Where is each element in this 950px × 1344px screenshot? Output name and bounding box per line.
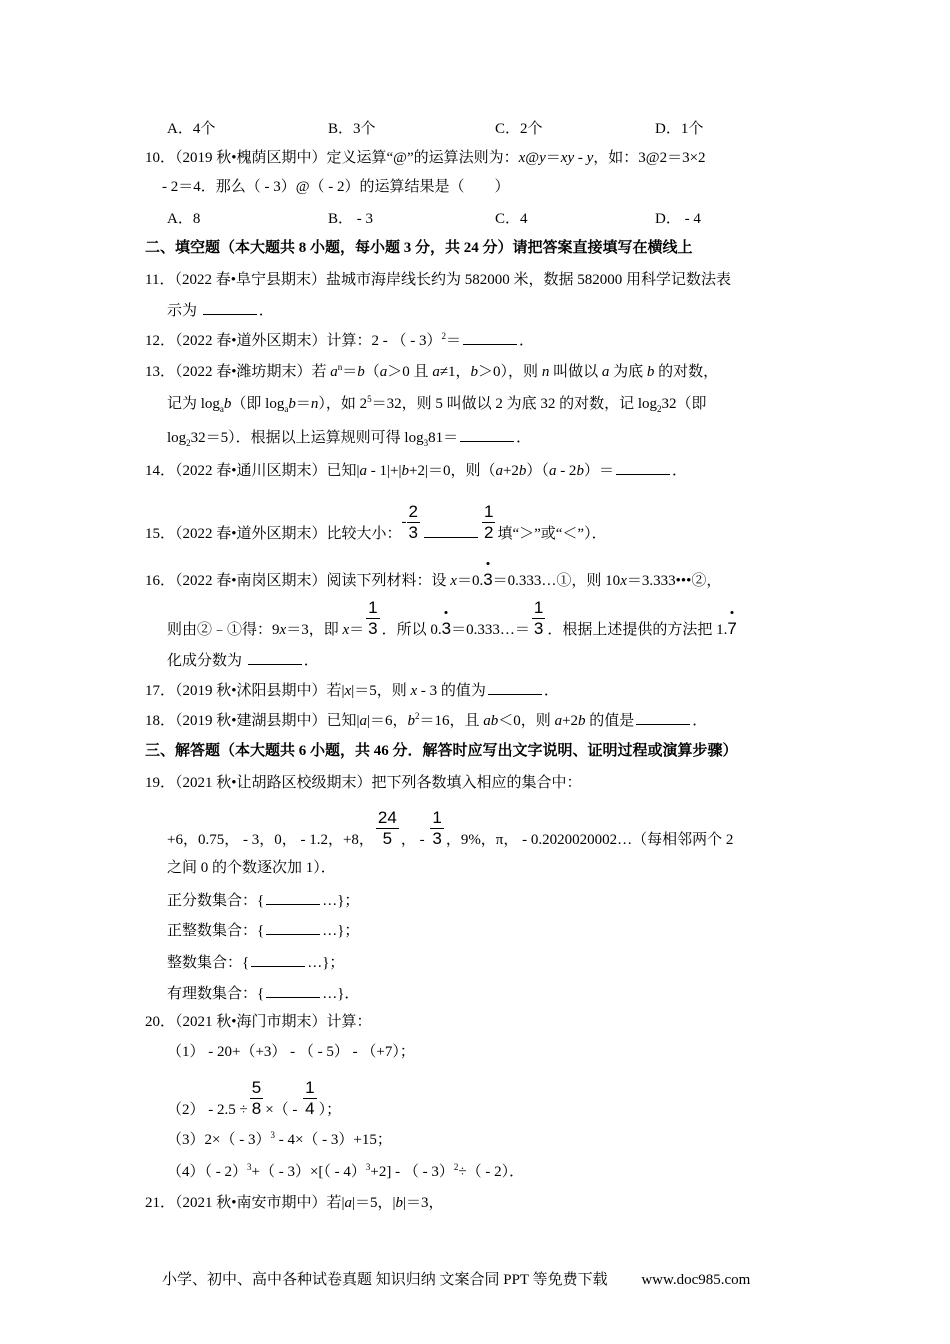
denominator: 8	[251, 1099, 262, 1118]
math-variable: x	[344, 683, 352, 699]
answer-blank[interactable]	[203, 300, 257, 315]
minus-sign: -	[401, 514, 407, 530]
numerator: 1	[368, 598, 378, 617]
math-variable: b	[576, 463, 584, 479]
text: ．所以 0.	[381, 622, 442, 638]
fraction	[532, 598, 545, 639]
math-variable: x	[342, 622, 350, 638]
text: ．	[671, 463, 687, 479]
math-variable: b	[401, 463, 409, 479]
text: ÷（ - 2）．	[458, 1164, 525, 1180]
numerator: 2	[408, 502, 418, 521]
text: 10．（2019 秋•槐荫区期中）定义运算“@”的运算法则为：	[145, 150, 519, 166]
text: 12．（2022 春•道外区期末）计算：2 - （ - 3）	[145, 333, 442, 349]
math-variable: b	[357, 364, 365, 380]
math-variable: a	[379, 364, 388, 380]
superscript: 2	[453, 1162, 459, 1172]
text: 18．（2019 秋•建湖县期中）已知|	[145, 713, 360, 729]
text: ＝0.	[456, 573, 484, 589]
text: 叫做以	[549, 364, 602, 380]
text: …}；	[322, 923, 360, 939]
math-variable: a	[548, 463, 557, 479]
text: - 3 的值为	[417, 683, 486, 699]
answer-blank[interactable]	[266, 920, 320, 935]
text: ）；	[318, 1102, 342, 1118]
text: |＝3，	[403, 1195, 444, 1211]
question-20-part-2	[167, 1078, 342, 1120]
option-b: B．3个	[328, 121, 376, 137]
repeating-digit: 7	[727, 619, 737, 638]
superscript: 3	[365, 1162, 371, 1172]
denominator: 3	[533, 619, 544, 638]
text: 整数集合：{	[167, 955, 250, 971]
text: +2] - （ - 3）	[370, 1164, 454, 1180]
question-16-line-3	[167, 650, 319, 671]
answer-blank[interactable]	[266, 983, 320, 998]
set-positive-fractions	[167, 890, 359, 911]
section-3-heading: 三、解答题（本大题共 6 小题，共 46 分．解答时应写出文字说明、证明过程或演算步骤）	[145, 743, 738, 759]
text: |＝6，	[367, 713, 408, 729]
question-11-line-2	[167, 300, 274, 321]
answer-blank[interactable]	[463, 330, 517, 345]
denominator: 2	[483, 523, 494, 542]
text: 正分数集合：{	[167, 893, 265, 909]
text: ．	[692, 713, 708, 729]
math-variable: n	[310, 396, 319, 412]
text: 的对数，	[654, 364, 719, 380]
answer-blank[interactable]	[248, 650, 302, 665]
option-c: C．4	[495, 211, 528, 227]
set-integers	[167, 952, 344, 973]
text: ＜0，则	[498, 713, 555, 729]
math-variable: b	[470, 364, 479, 380]
fraction	[407, 502, 420, 543]
subscript: a	[284, 404, 289, 414]
question-12	[145, 330, 534, 351]
math-variable: a	[495, 463, 503, 479]
footer-link[interactable]: www.doc985.com	[641, 1272, 751, 1288]
math-variable: xy	[560, 150, 575, 166]
text: 之间 0 的个数逐次加 1）．	[167, 860, 336, 876]
question-19-line-1	[145, 773, 582, 793]
text: ），如 2	[318, 396, 368, 412]
text: ＝	[342, 364, 358, 380]
answer-blank[interactable]	[488, 680, 542, 695]
option-a: A．4个	[167, 121, 216, 137]
answer-blank[interactable]	[266, 890, 320, 905]
text: …}．	[322, 986, 360, 1002]
question-14	[145, 460, 687, 481]
text: 14．（2022 春•通川区期末）已知|	[145, 463, 360, 479]
superscript: 5	[367, 394, 372, 404]
text: 81＝	[428, 430, 459, 446]
text: 16．（2022 春•南岗区期末）阅读下列材料：设	[145, 573, 451, 589]
question-15	[145, 502, 607, 544]
answer-blank[interactable]	[460, 427, 514, 442]
text: ．	[516, 430, 532, 446]
text: 记为 log	[167, 396, 220, 412]
question-13-line-1	[145, 362, 718, 382]
math-variable: x	[279, 622, 287, 638]
text: ÷	[239, 1102, 248, 1118]
math-variable: a	[554, 713, 563, 729]
section-2-heading: 二、填空题（本大题共 8 小题，每小题 3 分，共 24 分）请把答案直接填写在横线上	[145, 240, 693, 256]
text: ＝16，且	[419, 713, 484, 729]
text: ．	[258, 303, 274, 319]
question-20-part-3	[167, 1130, 392, 1150]
text: ×（ -	[265, 1102, 302, 1118]
text: ＝	[295, 396, 311, 412]
text: ）（	[526, 463, 549, 479]
numerator: 5	[251, 1078, 262, 1097]
text: +（ - 3）×[（ - 4）	[251, 1164, 366, 1180]
text: …}；	[307, 955, 345, 971]
text: ．	[543, 683, 559, 699]
text: ＞0），则	[478, 364, 542, 380]
text: （3）2×（ - 3）	[167, 1132, 271, 1148]
text: ．	[303, 653, 319, 669]
text: 则由②﹣①得：9	[167, 622, 280, 638]
text: ，9%，π， - 0.2020020002…（每相邻两个 2	[445, 832, 734, 848]
text: ＝32，则 5 叫做以 2 为底 32 的对数，记 log	[371, 396, 658, 412]
math-variable: x	[620, 573, 627, 589]
answer-blank[interactable]	[616, 460, 670, 475]
question-13-line-2	[167, 394, 707, 414]
text: -	[574, 150, 587, 166]
subscript: a	[219, 404, 224, 414]
question-10-line-2	[162, 177, 510, 197]
text: 32（即	[661, 396, 707, 412]
text: 15．（2022 春•道外区期末）比较大小：	[145, 526, 402, 542]
superscript: 3	[270, 1130, 275, 1140]
text: ， -	[400, 832, 429, 848]
text: ＝	[446, 333, 462, 349]
text: 填“＞”或“＜”）．	[497, 526, 607, 542]
answer-blank[interactable]	[424, 523, 478, 538]
question-16-line-2	[167, 598, 737, 640]
text: ＝0.333…＝	[451, 622, 530, 638]
question-10-line-1	[145, 148, 706, 168]
answer-blank[interactable]	[636, 710, 690, 725]
superscript: 2	[441, 331, 446, 341]
fraction	[482, 502, 495, 543]
subscript: 3	[423, 438, 429, 448]
math-variable: a	[359, 713, 368, 729]
denominator: 3	[432, 829, 442, 848]
denominator: 5	[382, 829, 393, 848]
numerator: 1	[432, 808, 442, 827]
text: （即 log	[231, 396, 285, 412]
fraction	[366, 598, 379, 639]
text: 正整数集合：{	[167, 923, 265, 939]
question-11-line-1	[145, 270, 731, 290]
answer-blank[interactable]	[251, 952, 305, 967]
text: （4）（ - 2）	[167, 1164, 247, 1180]
math-variable: n	[541, 364, 550, 380]
text: |＝5，|	[352, 1195, 396, 1211]
text: - 2	[556, 463, 577, 479]
question-16-line-1	[145, 570, 721, 591]
option-c: C．2个	[495, 121, 543, 137]
math-variable: b	[578, 713, 586, 729]
question-20	[145, 1012, 372, 1032]
math-variable: b	[646, 364, 655, 380]
math-variable: ab	[483, 713, 499, 729]
text: log	[167, 430, 187, 446]
subscript: 2	[186, 438, 191, 448]
set-positive-integers	[167, 920, 359, 941]
question-18	[145, 710, 707, 731]
text: +2	[562, 713, 579, 729]
question-20-part-1	[167, 1042, 415, 1062]
option-b: B． - 3	[328, 211, 374, 227]
text: ≠1，	[439, 364, 471, 380]
numerator: 24	[377, 808, 397, 827]
text: ，如：3@2＝3×2	[593, 150, 706, 166]
math-variable: x@y	[518, 150, 546, 166]
math-variable: a	[601, 364, 610, 380]
option-d: D．1个	[655, 121, 704, 137]
text: 化成分数为	[167, 653, 246, 669]
set-rationals	[167, 983, 359, 1004]
text: 的值是	[585, 713, 635, 729]
question-20-part-4	[167, 1162, 524, 1182]
fraction	[430, 808, 443, 849]
text: ．	[519, 333, 535, 349]
superscript: 3	[247, 1162, 252, 1172]
math-variable: y	[586, 150, 594, 166]
text: 32＝5）．根据以上运算规则可得 log	[190, 430, 424, 446]
text: 20．（2021 秋•海门市期末）计算：	[145, 1014, 372, 1030]
superscript: n	[337, 362, 343, 372]
denominator: 3	[368, 619, 378, 638]
text: （	[364, 364, 380, 380]
text: +2	[502, 463, 519, 479]
text: ）＝	[583, 463, 614, 479]
subscript: 2	[657, 404, 662, 414]
math-variable: x	[410, 683, 418, 699]
text: ＝3.333•••②，	[626, 573, 722, 589]
footer	[162, 1268, 750, 1289]
text: …}；	[322, 893, 360, 909]
math-variable: b	[395, 1195, 404, 1211]
text: +2|＝0，则（	[408, 463, 496, 479]
math-variable: b	[518, 463, 527, 479]
text: ＝0.333…①，则 10	[492, 573, 621, 589]
option-a: A．8	[167, 211, 201, 227]
fraction	[303, 1078, 316, 1119]
text: 示为	[167, 303, 201, 319]
text: |＝5，则	[351, 683, 411, 699]
repeating-digit: 3	[441, 619, 452, 638]
text: 13．（2022 春•潍坊期末）若	[145, 364, 331, 380]
superscript: 2	[415, 711, 420, 721]
math-variable: x	[450, 573, 457, 589]
text: 21．（2021 秋•南安市期中）若|	[145, 1195, 345, 1211]
text: ＝	[349, 622, 365, 638]
question-21	[145, 1193, 444, 1213]
text: ．根据上述提供的方法把 1.	[547, 622, 728, 638]
math-variable: a	[344, 1195, 353, 1211]
text: 17．（2019 秋•沭阳县期中）若|	[145, 683, 345, 699]
math-variable: b	[407, 713, 416, 729]
math-variable: a	[359, 463, 368, 479]
text: （1） - 20+（+3） - （ - 5） - （+7）；	[167, 1044, 415, 1060]
text: 11．（2022 春•阜宁县期末）盐城市海岸线长约为 582000 米，数据 582000 用科学记数法表	[145, 272, 731, 288]
text: +6，0.75， - 3，0， - 1.2，+8，	[167, 832, 374, 848]
text: ＞0 且	[387, 364, 433, 380]
text: 有理数集合：{	[167, 986, 265, 1002]
denominator: 3	[408, 523, 418, 542]
option-d: D． - 4	[655, 211, 701, 227]
fraction	[376, 808, 399, 849]
repeating-digit: 3	[483, 570, 493, 589]
math-variable: a	[330, 364, 338, 380]
text: - 1|+|	[367, 463, 402, 479]
denominator: 4	[305, 1099, 315, 1118]
footer-text: 小学、初中、高中各种试卷真题 知识归纳 文案合同 PPT 等免费下载	[162, 1272, 608, 1288]
text: 19．（2021 秋•让胡路区校级期末）把下列各数填入相应的集合中：	[145, 775, 582, 791]
question-13-line-3	[167, 427, 531, 448]
math-variable: b	[288, 396, 296, 412]
text: 为底	[609, 364, 647, 380]
text: （2） - 2.5	[167, 1102, 240, 1118]
numerator: 1	[483, 502, 494, 521]
math-variable: a	[432, 364, 440, 380]
numerator: 1	[305, 1078, 315, 1097]
question-19-line-3	[167, 858, 336, 878]
fraction	[250, 1078, 263, 1119]
question-19-line-2	[167, 808, 734, 850]
text: ＝3，即	[286, 622, 343, 638]
text: - 2＝4．那么（ - 3）@（ - 2）的运算结果是（ ）	[162, 179, 510, 195]
question-17	[145, 680, 559, 701]
numerator: 1	[533, 598, 544, 617]
math-variable: b	[223, 396, 232, 412]
text: ＝	[545, 150, 561, 166]
text: - 4×（ - 3）+15；	[274, 1132, 392, 1148]
